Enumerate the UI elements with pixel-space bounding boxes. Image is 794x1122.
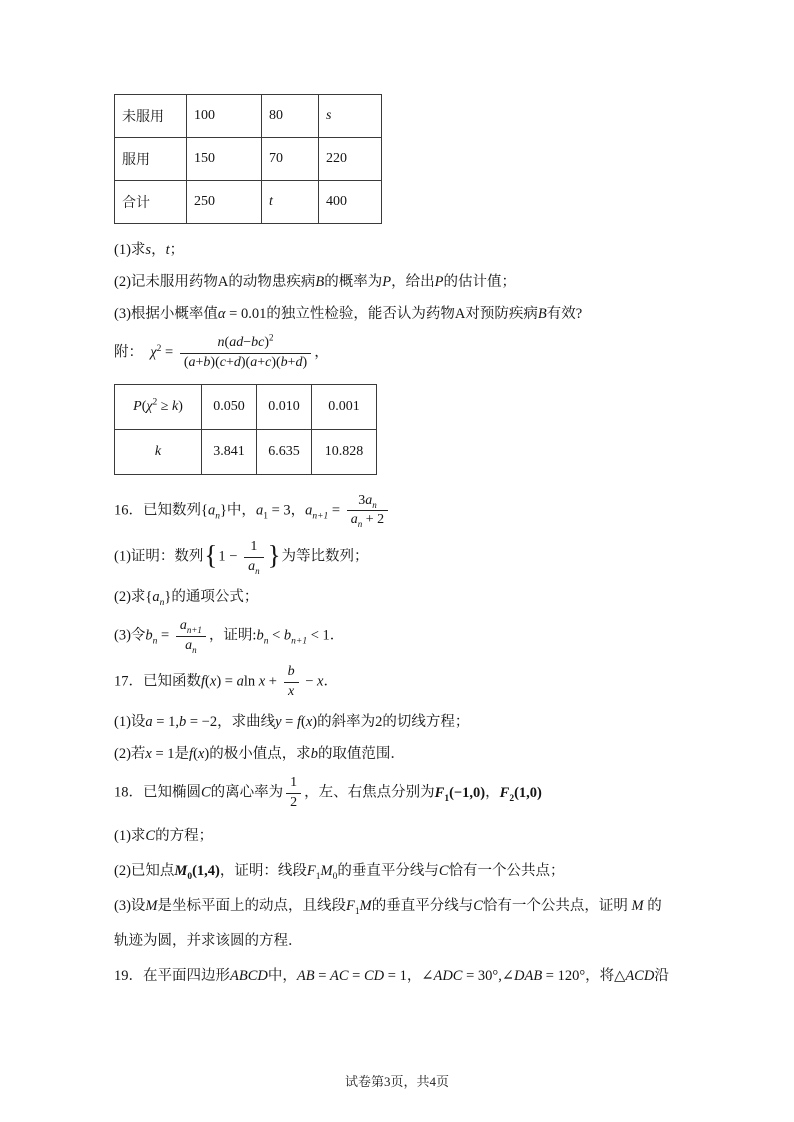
table-cell: 0.001 <box>312 384 377 429</box>
table-cell: 10.828 <box>312 429 377 474</box>
table-cell: k <box>115 429 202 474</box>
exam-content <box>114 94 696 1000</box>
q18-part1: (1)求C的方程； <box>114 827 214 844</box>
table-cell: 400 <box>319 181 382 224</box>
table-row <box>115 95 382 138</box>
q19-stem: 19．在平面四边形ABCD中，AB = AC = CD = 1，∠ADC = 30°,∠DAB = 120°，将△ACD沿 <box>114 967 669 984</box>
q17-stem: 17．已知函数f(x) = aln x + $\frac{b}{x}$ − x． <box>114 664 338 700</box>
q17-part2: (2)若x = 1是f(x)的极小值点，求b的取值范围． <box>114 745 405 762</box>
table-cell: 3.841 <box>202 429 257 474</box>
table-row <box>115 138 382 181</box>
q18-part3-line2: 轨迹为圆，并求该圆的方程． <box>114 932 303 949</box>
table-cell: 80 <box>262 95 319 138</box>
table-cell: 70 <box>262 138 319 181</box>
table-cell: $P(\chi^2 \ge k)$ <box>115 384 202 429</box>
table-cell: 0.050 <box>202 384 257 429</box>
table-row <box>115 384 377 429</box>
table-cell: 150 <box>187 138 262 181</box>
table-cell: s <box>319 95 382 138</box>
q15-part2: (2)记未服用药物A的动物患疾病B的概率为P，给出P的估计值； <box>114 274 516 290</box>
q16-part3: (3)令$b_n$ = $\frac{a_{n+1}}{a_n}$ ，证明$:b_n < b_{n+1} < 1$． <box>114 617 345 655</box>
q16-part2: (2)求$\{a_n\}$的通项公式； <box>114 588 259 608</box>
table-cell: 未服用 <box>115 95 187 138</box>
table-row <box>115 181 382 224</box>
q15-part3: (3)根据小概率值α = 0.01的独立性检验，能否认为药物A对预防疾病B有效? <box>114 306 583 322</box>
q18-stem: 18．已知椭圆C的离心率为 $\frac{1}{2}$ ，左、右焦点分别为$F_1(-1,0)$，$F_2(1,0)$ <box>114 774 542 810</box>
table-cell: 0.010 <box>257 384 312 429</box>
table-cell: 100 <box>187 95 262 138</box>
q16-part1: (1)证明：数列{1 − $\frac{1}{a_n}$ }为等比数列； <box>114 539 369 576</box>
q17-part1: (1)设a = 1,b = −2，求曲线y = f(x)的斜率为2的切线方程； <box>114 713 470 730</box>
table-cell: 220 <box>319 138 382 181</box>
table-row <box>115 429 377 474</box>
critical-value-table <box>114 384 377 475</box>
q18-part3-line1: (3)设M是坐标平面上的动点，且线段$F_1M$的垂直平分线与C恰有一个公共点，证明 M 的 <box>114 897 662 917</box>
table-cell: t <box>262 181 319 224</box>
q15-contingency-table <box>114 94 382 224</box>
table-cell: 服用 <box>115 138 187 181</box>
q18-part2: (2)已知点$M_0(1,4)$，证明：线段$F_1M_0$的垂直平分线与C恰有一个公共点； <box>114 862 565 882</box>
table-cell: 250 <box>187 181 262 224</box>
page-footer: 试卷第3页，共4页 <box>344 1074 449 1089</box>
chi-square-formula: 附： $\chi^2$ = $\frac{n(ad-bc)^2}{(a+b)(c+d)(a+c)(b+d)}$ ， <box>114 332 329 370</box>
table-cell: 6.635 <box>257 429 312 474</box>
table-cell: 合计 <box>115 181 187 224</box>
q16-stem: 16．已知数列$\{a_n\}$中，$a_1 = 3$，$a_{n+1}$ = $\frac{3a_n}{a_n + 2}$ <box>114 493 696 530</box>
q15-part1: (1)求s，t； <box>114 242 185 258</box>
